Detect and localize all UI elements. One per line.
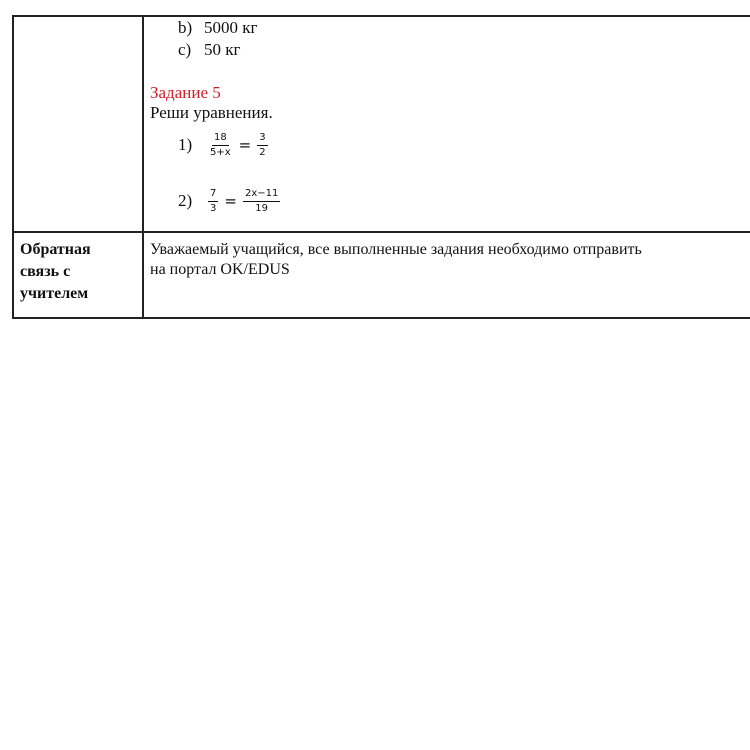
task-title: Задание 5: [150, 83, 221, 102]
fraction-lhs: [208, 132, 233, 159]
feedback-label-line: учителем: [20, 285, 89, 302]
fraction-rhs: [243, 188, 280, 215]
option-b: [150, 17, 750, 39]
task-instruction: Реши уравнения.: [150, 103, 273, 122]
feedback-text-line: Уважаемый учащийся, все выполненные задания необходимо отправить: [150, 241, 642, 258]
fraction-rhs: [257, 132, 267, 159]
option-text: 5000 кг: [204, 18, 258, 37]
fraction-denominator: 3: [210, 202, 217, 214]
feedback-label-cell: [13, 232, 143, 318]
feedback-label-line: Обратная: [20, 241, 91, 258]
equals-sign: =: [224, 192, 237, 210]
fraction-numerator: 7: [208, 188, 218, 202]
feedback-text: [144, 233, 750, 280]
fraction-denominator: 2: [259, 146, 266, 158]
table-row: [13, 232, 750, 318]
table-row: [13, 16, 750, 232]
equation-number: 1): [178, 135, 193, 154]
feedback-label: [14, 233, 142, 305]
fraction-numerator: 2x−11: [243, 188, 280, 202]
fraction-numerator: 18: [212, 132, 229, 146]
feedback-text-line: на портал OK/EDUS: [150, 261, 290, 278]
equals-sign: =: [238, 136, 252, 154]
fraction-lhs: [208, 188, 218, 215]
equation-2: [150, 181, 750, 221]
fraction-denominator: 19: [255, 202, 269, 214]
task-cell: [143, 16, 750, 232]
document-table: [12, 15, 750, 319]
option-letter: b): [178, 18, 193, 37]
equation-number: 2): [178, 191, 193, 210]
feedback-label-line: связь с: [20, 263, 71, 280]
fraction-numerator: 3: [257, 132, 267, 146]
fraction-denominator: 5+x: [210, 146, 231, 158]
option-text: 50 кг: [204, 40, 241, 59]
option-letter: c): [178, 40, 192, 59]
feedback-text-cell: [143, 232, 750, 318]
equation-1: [150, 125, 750, 165]
option-c: [150, 39, 750, 61]
empty-cell: [13, 16, 143, 232]
